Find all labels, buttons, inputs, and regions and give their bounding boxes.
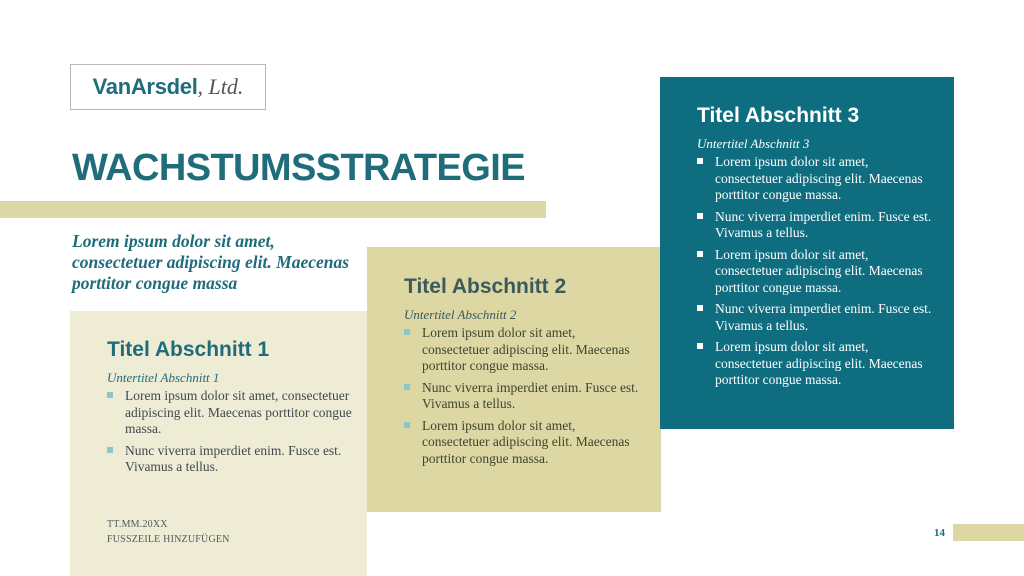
bullet-square-icon [697,305,703,311]
logo-suffix: , Ltd. [197,74,244,99]
bullet-square-icon [404,329,410,335]
list-item: Nunc viverra imperdiet enim. Fusce est. Vivamus a tellus. [404,380,644,413]
section-3-bullets [697,154,937,394]
section-2-title: Titel Abschnitt 2 [404,275,567,298]
bullet-square-icon [697,251,703,257]
company-logo [70,64,266,110]
list-item: Nunc viverra imperdiet enim. Fusce est. Vivamus a tellus. [697,301,937,334]
section-1-title: Titel Abschnitt 1 [107,338,270,361]
intro-text: Lorem ipsum dolor sit amet, consectetuer adipiscing elit. Maecenas porttitor congue massa [72,231,350,293]
section-2-bullets [404,325,644,472]
page-number-bar [953,524,1024,541]
list-item: Lorem ipsum dolor sit amet, consectetuer adipiscing elit. Maecenas porttitor congue massa. [107,388,352,438]
section-1-subtitle: Untertitel Abschnitt 1 [107,370,220,385]
list-item: Nunc viverra imperdiet enim. Fusce est. Vivamus a tellus. [697,209,937,242]
list-item: Lorem ipsum dolor sit amet, consectetuer adipiscing elit. Maecenas porttitor congue massa. [697,154,937,204]
logo-brand: VanArsdel [92,74,198,99]
section-1-bullets [107,388,352,481]
bullet-square-icon [107,447,113,453]
bullet-square-icon [404,422,410,428]
bullet-square-icon [697,158,703,164]
list-item: Nunc viverra imperdiet enim. Fusce est. Vivamus a tellus. [107,443,352,476]
footer-date: TT.MM.20XX [107,519,168,530]
list-item: Lorem ipsum dolor sit amet, consectetuer adipiscing elit. Maecenas porttitor congue massa. [404,325,644,375]
section-2-subtitle: Untertitel Abschnitt 2 [404,307,517,322]
list-item: Lorem ipsum dolor sit amet, consectetuer adipiscing elit. Maecenas porttitor congue massa. [404,418,644,468]
bullet-square-icon [107,392,113,398]
bullet-square-icon [697,213,703,219]
footer-text: FUSSZEILE HINZUFÜGEN [107,534,230,545]
section-3-subtitle: Untertitel Abschnitt 3 [697,136,810,151]
list-item: Lorem ipsum dolor sit amet, consectetuer adipiscing elit. Maecenas porttitor congue massa. [697,339,937,389]
section-3-title: Titel Abschnitt 3 [697,104,860,127]
bullet-square-icon [404,384,410,390]
list-item: Lorem ipsum dolor sit amet, consectetuer adipiscing elit. Maecenas porttitor congue massa. [697,247,937,297]
bullet-square-icon [697,343,703,349]
page-number: 14 [934,527,945,539]
slide-title: WACHSTUMSSTRATEGIE [72,147,525,189]
title-accent-bar [0,201,546,218]
